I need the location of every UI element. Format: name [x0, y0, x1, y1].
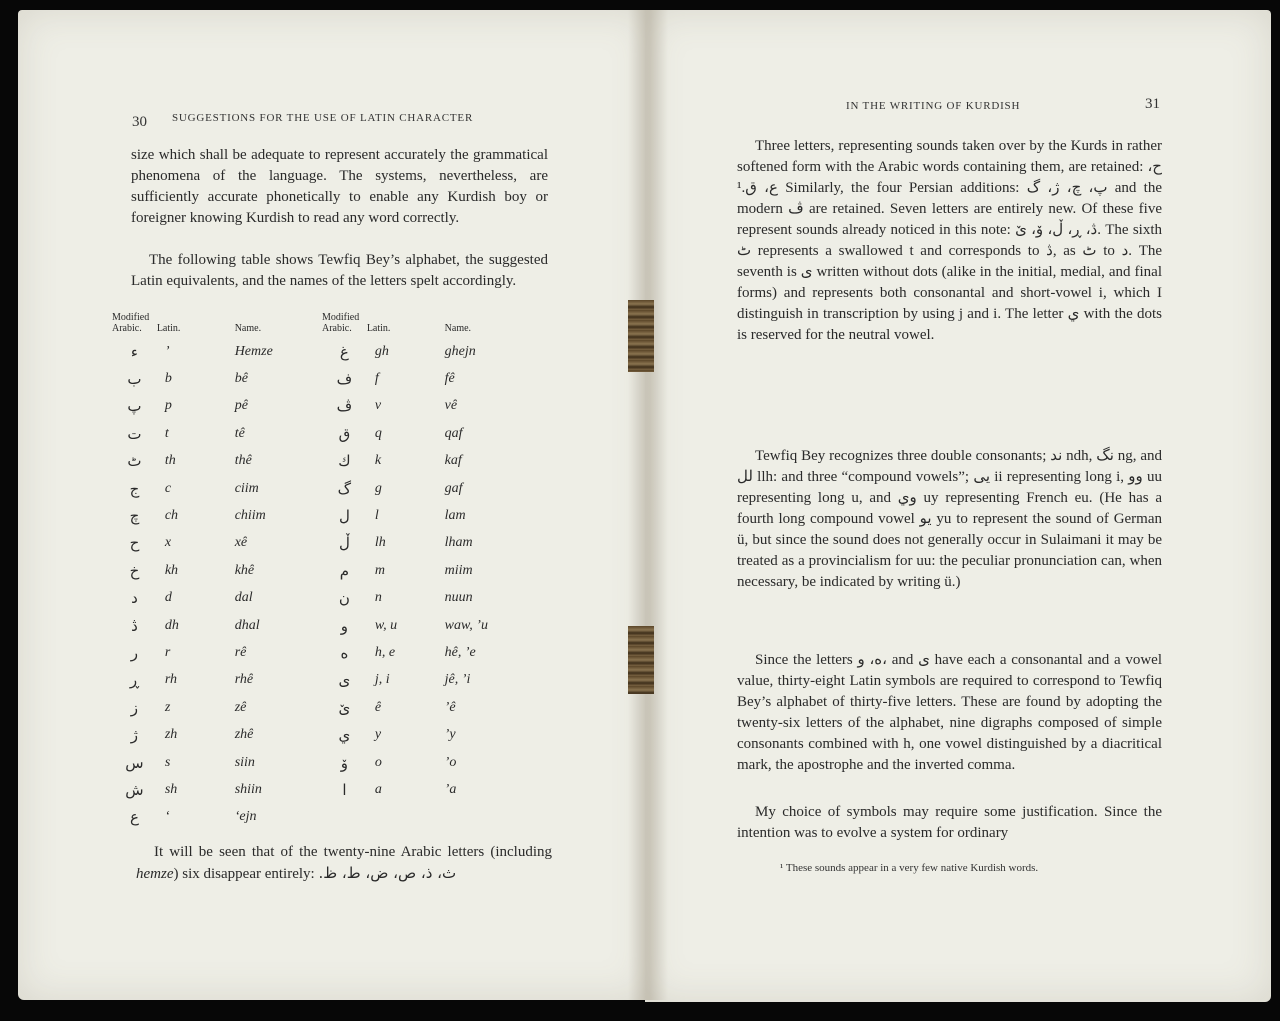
arabic-letter-2: ف [336, 370, 353, 389]
arabic-letter-2: غ [339, 342, 349, 361]
arabic-letter: ح [129, 534, 140, 553]
arabic-letter: خ [129, 561, 140, 580]
arabic-letter: ج [129, 479, 140, 498]
letter-name: thê [234, 453, 252, 469]
latin-equivalent-2: m [374, 562, 385, 578]
letter-name: xê [234, 535, 248, 551]
table-row [112, 721, 532, 748]
header-name: Name. [234, 323, 262, 334]
letter-name: siin [234, 754, 255, 770]
arabic-letter: ڎ [131, 616, 138, 635]
letter-name: zhê [234, 727, 254, 743]
para3-arabic-letters: ث، ذ، ص، ض، ط، ظ. [318, 864, 457, 882]
latin-equivalent: t [164, 425, 169, 441]
arabic-letter: ء [130, 342, 138, 361]
arabic-letter-2: ڵ [338, 534, 350, 553]
alphabet-table [112, 312, 532, 831]
latin-equivalent-2: o [374, 754, 382, 770]
arabic-letter: پ [127, 397, 142, 416]
table-row [112, 749, 532, 776]
arabic-letter: ر [130, 643, 139, 662]
arabic-letter: ش [125, 780, 144, 799]
arabic-letter-2: ێ [338, 698, 351, 717]
letter-name-2: ghejn [444, 343, 476, 359]
letter-name-2: miim [444, 562, 473, 578]
letter-name-2: lam [444, 508, 466, 524]
left-paragraph-1: size which shall be adequate to represent accurately the grammatical phenomena of the language. The systems, nevertheless, are sufficiently accurate phonetically to enable any Kurdish boy or foreigner knowing Kurdish to read any word correctly. [131, 147, 548, 226]
right-page-number: 31 [1145, 96, 1160, 112]
table-row [112, 557, 532, 584]
right-running-head: IN THE WRITING OF KURDISH [846, 100, 1021, 112]
arabic-letter-2: ن [338, 589, 350, 608]
latin-equivalent-2: k [374, 453, 382, 469]
latin-equivalent-2: g [374, 480, 382, 496]
latin-equivalent-2: gh [374, 343, 389, 359]
letter-name-2: ’a [444, 781, 457, 797]
para3-text-b: ) six disappear entirely: [173, 866, 315, 882]
arabic-letter-2: ی [338, 671, 351, 690]
arabic-letter-2: ە [340, 643, 349, 662]
right-paragraph-4: My choice of symbols may require some justification. Since the intention was to evolve a system for ordinary [737, 804, 1162, 841]
latin-equivalent-2: a [374, 781, 382, 797]
letter-name: dhal [234, 617, 260, 633]
letter-name-2: hê, ’e [444, 644, 476, 660]
latin-equivalent: s [164, 754, 171, 770]
right-paragraph-2: Tewfiq Bey recognizes three double consonants; ند ndh, نگ ng, and لل llh: and three “compound vowels”; یی ii representing long i, وو uu representing long u, and وي uy representing French eu. (He has a fourth long compound vowel یو yu to represent the sound of German ü, but since the sound does not generally occur in Sulaimani it may be treated as a provincialism for uu: the peculiar pronunciation can, when necessary, be indicated by writing ü.) [737, 448, 1162, 590]
table-row [112, 448, 532, 475]
arabic-letter: ڕ [129, 671, 139, 690]
latin-equivalent: ‘ [164, 809, 170, 825]
latin-equivalent: ’ [164, 343, 170, 359]
table-row [112, 420, 532, 447]
alphabet-table-header [112, 312, 532, 338]
letter-name-2: ’y [444, 727, 456, 743]
letter-name-2: vê [444, 398, 458, 414]
letter-name-2: nuun [444, 590, 473, 606]
left-paragraph-3 [136, 842, 552, 885]
arabic-letter-2: و [340, 616, 349, 635]
letter-name: Hemze [234, 343, 273, 359]
latin-equivalent: b [164, 371, 172, 387]
table-row [112, 585, 532, 612]
table-row [112, 804, 532, 831]
letter-name-2: ’o [444, 754, 457, 770]
latin-equivalent: th [164, 453, 176, 469]
letter-name: tê [234, 425, 245, 441]
header-latin-2: Latin. [366, 323, 391, 334]
table-row [112, 639, 532, 666]
table-row [112, 776, 532, 803]
latin-equivalent: x [164, 535, 172, 551]
arabic-letter: د [131, 589, 138, 608]
latin-equivalent: ch [164, 508, 179, 524]
footnote: ¹ These sounds appear in a very few native Kurdish words. [780, 862, 1039, 874]
arabic-letter: س [125, 753, 144, 772]
letter-name: dal [234, 590, 253, 606]
table-row [112, 475, 532, 502]
letter-name: rê [234, 644, 247, 660]
arabic-letter-2: ڤ [336, 397, 353, 416]
latin-equivalent-2: y [374, 727, 382, 743]
latin-equivalent-2: f [374, 371, 379, 387]
latin-equivalent-2: ê [374, 699, 382, 715]
letter-name-2: lham [444, 535, 473, 551]
letter-name: rhê [234, 672, 254, 688]
latin-equivalent: c [164, 480, 172, 496]
arabic-letter-2: ك [338, 452, 351, 471]
left-running-head: SUGGESTIONS FOR THE USE OF LATIN CHARACTER [172, 112, 474, 124]
letter-name-2: kaf [444, 453, 462, 469]
right-paragraph-3: Since the letters ە، و، and ی have each a consonantal and a vowel value, thirty-eight Latin symbols are required to correspond to Tewfiq Bey’s alphabet of thirty-five letters. These are found by adopting the twenty-six letters of the alphabet, nine digraphs composed of simple consonants combined with h, one vowel distinguished by a diacritical mark, the apostrophe and the inverted comma. [737, 652, 1162, 773]
left-page-number: 30 [132, 114, 147, 130]
arabic-letter: ز [130, 698, 139, 717]
arabic-letter-2: ا [342, 780, 347, 799]
arabic-letter-2 [322, 804, 367, 831]
binding-staple-bottom [628, 626, 654, 694]
table-row [112, 612, 532, 639]
latin-equivalent: z [164, 699, 171, 715]
latin-equivalent-2: q [374, 425, 382, 441]
latin-equivalent-2: w, u [374, 617, 398, 633]
letter-name: bê [234, 371, 248, 387]
para3-hemze: hemze [136, 866, 174, 882]
latin-equivalent: zh [164, 727, 178, 743]
letter-name-2: jê, ’i [444, 672, 471, 688]
letter-name: ‘ejn [234, 809, 257, 825]
header-modified-arabic-2: Modified Arabic. [321, 312, 360, 334]
book-gutter [628, 10, 668, 1000]
latin-equivalent-2: n [374, 590, 382, 606]
latin-equivalent: dh [164, 617, 179, 633]
letter-name: shiin [234, 781, 262, 797]
latin-equivalent: p [164, 398, 172, 414]
latin-equivalent: rh [164, 672, 178, 688]
letter-name-2: waw, ’u [444, 617, 488, 633]
letter-name: chiim [234, 508, 266, 524]
table-row [112, 530, 532, 557]
left-paragraph-2: The following table shows Tewfiq Bey’s alphabet, the suggested Latin equivalents, and the names of the letters spelt accordingly. [131, 252, 548, 289]
latin-equivalent-2: h, e [374, 644, 396, 660]
header-modified-arabic: Modified Arabic. [112, 312, 150, 334]
arabic-letter: ژ [130, 726, 139, 745]
letter-name: pê [234, 398, 248, 414]
right-paragraph-1: Three letters, representing sounds taken over by the Kurds in rather softened form with the Arabic words containing them, are retained: ح، ع، ق.¹ Similarly, the four Persian additions: پ، چ، ژ، گ and the modern ڤ are retained. Seven letters are entirely new. Of these five represent sounds already noticed in this note: ڎ، ڕ، ڵ، ۆ، ێ. The sixth ٹ represents a swallowed t and corresponds to ڎ, as ٹ to د. The seventh is ی written without dots (alike in the initial, medial, and final forms) and represents both consonantal and short-vowel i, which I distinguish in transcription by using j and i. The letter ي with the dots is reserved for the neutral vowel. [737, 138, 1163, 343]
arabic-letter: ت [127, 424, 142, 443]
binding-staple-top [628, 300, 654, 372]
latin-equivalent-2 [367, 804, 445, 831]
arabic-letter: چ [129, 507, 140, 526]
letter-name: zê [234, 699, 247, 715]
latin-equivalent-2: l [374, 508, 379, 524]
letter-name-2: fê [444, 371, 455, 387]
table-row [112, 502, 532, 529]
letter-name-2: qaf [444, 425, 463, 441]
letter-name-2: gaf [444, 480, 463, 496]
arabic-letter-2: ي [338, 726, 351, 745]
header-name-2: Name. [444, 323, 472, 334]
table-row [112, 338, 532, 365]
latin-equivalent-2: v [374, 398, 382, 414]
latin-equivalent: d [164, 590, 172, 606]
header-latin: Latin. [156, 323, 181, 334]
arabic-letter: ب [127, 370, 142, 389]
arabic-letter-2: ق [338, 424, 351, 443]
latin-equivalent-2: lh [374, 535, 386, 551]
table-row [112, 365, 532, 392]
para3-text-a: It will be seen that of the twenty-nine Arabic letters (including [154, 844, 552, 860]
arabic-letter: ع [129, 808, 139, 827]
arabic-letter-2: ل [338, 507, 350, 526]
letter-name: ciim [234, 480, 259, 496]
letter-name-2 [445, 804, 532, 831]
arabic-letter-2: ۆ [340, 753, 349, 772]
letter-name: khê [234, 562, 255, 578]
arabic-letter: ٹ [127, 452, 142, 471]
table-row [112, 694, 532, 721]
latin-equivalent: kh [164, 562, 179, 578]
latin-equivalent: sh [164, 781, 178, 797]
table-row [112, 393, 532, 420]
latin-equivalent-2: j, i [374, 672, 390, 688]
table-row [112, 667, 532, 694]
arabic-letter-2: گ [337, 479, 352, 498]
arabic-letter-2: م [339, 561, 350, 580]
latin-equivalent: r [164, 644, 171, 660]
letter-name-2: ’ê [444, 699, 456, 715]
